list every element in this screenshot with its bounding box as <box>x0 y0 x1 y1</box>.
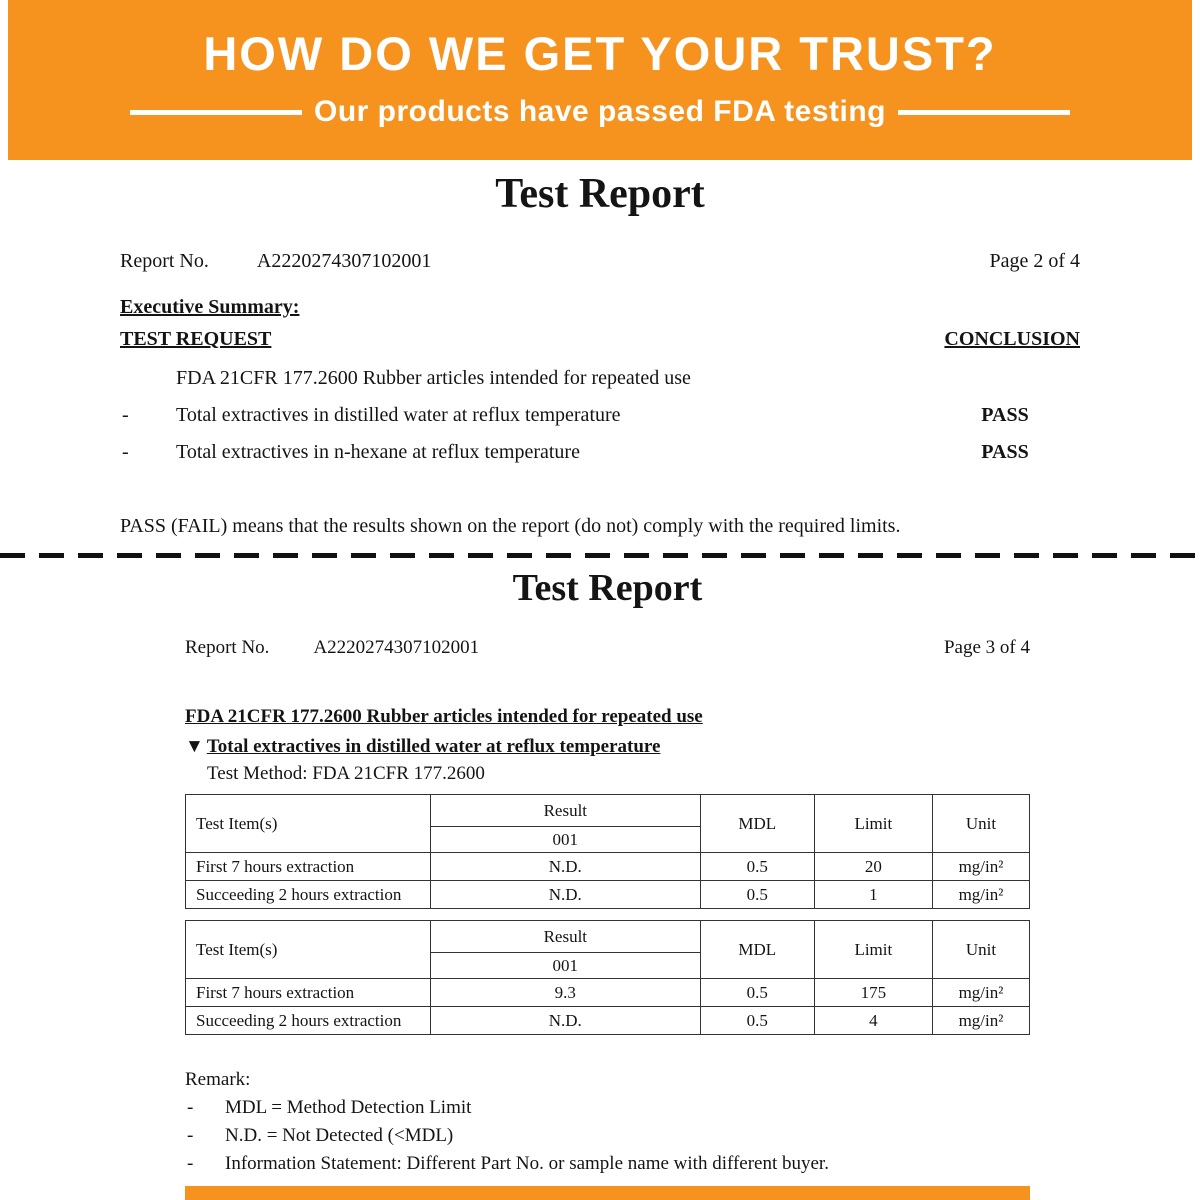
table-row <box>186 979 1030 1007</box>
unit-cell: mg/in² <box>932 853 1029 881</box>
pass-result: PASS <box>981 441 1029 463</box>
col-header-unit: Unit <box>932 795 1029 853</box>
banner-subtitle: Our products have passed FDA testing <box>314 95 886 128</box>
executive-summary-heading: Executive Summary: <box>120 296 300 318</box>
request-bullet: - <box>122 441 129 463</box>
limit-cell: 175 <box>814 979 932 1007</box>
request-bullet: - <box>122 404 129 426</box>
col-header-mdl: MDL <box>700 795 814 853</box>
results-table-1 <box>185 794 1030 909</box>
table-header-row <box>186 921 1030 953</box>
sample-id-cell: 001 <box>430 953 700 979</box>
mdl-cell: 0.5 <box>700 979 814 1007</box>
table-row <box>186 1007 1030 1035</box>
limit-cell: 1 <box>814 881 932 909</box>
result-cell: N.D. <box>430 881 700 909</box>
pass-result: PASS <box>981 404 1029 426</box>
col-header-mdl: MDL <box>700 921 814 979</box>
col-header-limit: Limit <box>814 921 932 979</box>
remark-bullet: - <box>187 1097 194 1118</box>
standard-reference-line: FDA 21CFR 177.2600 Rubber articles intended for repeated use <box>176 367 691 389</box>
remark-text: MDL = Method Detection Limit <box>225 1097 472 1118</box>
bottom-orange-strip <box>185 1186 1030 1200</box>
dashed-divider <box>0 553 1200 558</box>
conclusion-heading: CONCLUSION <box>944 328 1080 350</box>
test-item-cell: First 7 hours extraction <box>186 853 431 881</box>
test-method-line: Test Method: FDA 21CFR 177.2600 <box>207 763 485 784</box>
col-header-test-items: Test Item(s) <box>186 921 431 979</box>
unit-cell: mg/in² <box>932 979 1029 1007</box>
unit-cell: mg/in² <box>932 881 1029 909</box>
report-no-label: Report No. <box>120 250 209 272</box>
remark-bullet: - <box>187 1153 194 1174</box>
table-row <box>186 853 1030 881</box>
pass-fail-note: PASS (FAIL) means that the results shown on the report (do not) comply with the required limits. <box>120 515 901 537</box>
table-header-row <box>186 795 1030 827</box>
request-row <box>120 441 1080 463</box>
remark-heading: Remark: <box>185 1069 251 1090</box>
subsection-heading: Total extractives in distilled water at reflux temperature <box>206 736 661 757</box>
page-number: Page 2 of 4 <box>989 250 1080 272</box>
triangle-marker-icon: ▼ <box>185 736 204 757</box>
table-row <box>186 881 1030 909</box>
test-request-heading: TEST REQUEST <box>120 328 272 350</box>
col-header-unit: Unit <box>932 921 1029 979</box>
report-no-value: A2220274307102001 <box>256 250 432 272</box>
trust-banner <box>8 0 1192 160</box>
limit-cell: 4 <box>814 1007 932 1035</box>
banner-title: HOW DO WE GET YOUR TRUST? <box>203 27 997 80</box>
limit-cell: 20 <box>814 853 932 881</box>
subsection-heading-row <box>185 736 1030 757</box>
unit-cell: mg/in² <box>932 1007 1029 1035</box>
col-header-limit: Limit <box>814 795 932 853</box>
remark-text: N.D. = Not Detected (<MDL) <box>225 1125 454 1146</box>
report-meta-row <box>120 250 1080 272</box>
request-text: Total extractives in distilled water at reflux temperature <box>176 404 621 426</box>
mdl-cell: 0.5 <box>700 853 814 881</box>
report-page-2 <box>0 170 1200 537</box>
report-number <box>120 250 431 272</box>
test-item-cell: Succeeding 2 hours extraction <box>186 1007 431 1035</box>
mdl-cell: 0.5 <box>700 1007 814 1035</box>
col-header-result: Result <box>430 795 700 827</box>
test-item-cell: Succeeding 2 hours extraction <box>186 881 431 909</box>
remark-bullet: - <box>187 1125 194 1146</box>
report-number <box>185 637 479 658</box>
page-title: Test Report <box>495 171 705 217</box>
report-meta-row <box>185 637 1030 658</box>
col-header-test-items: Test Item(s) <box>186 795 431 853</box>
remark-item <box>185 1153 1030 1174</box>
report-no-value: A2220274307102001 <box>313 637 480 658</box>
banner-rule-right <box>898 110 1070 115</box>
report-page-3 <box>0 566 1200 1174</box>
column-headers-row <box>120 328 1080 350</box>
result-cell: N.D. <box>430 1007 700 1035</box>
banner-rule-left <box>130 110 302 115</box>
col-header-result: Result <box>430 921 700 953</box>
remark-item <box>185 1125 1030 1146</box>
page-number: Page 3 of 4 <box>943 637 1030 658</box>
section-heading: FDA 21CFR 177.2600 Rubber articles intended for repeated use <box>185 706 703 727</box>
results-table-2 <box>185 920 1030 1035</box>
sample-id-cell: 001 <box>430 827 700 853</box>
test-item-cell: First 7 hours extraction <box>186 979 431 1007</box>
result-cell: 9.3 <box>430 979 700 1007</box>
remark-item <box>185 1097 1030 1118</box>
banner-subtitle-row <box>8 95 1192 129</box>
result-cell: N.D. <box>430 853 700 881</box>
request-text: Total extractives in n-hexane at reflux temperature <box>176 441 580 463</box>
remark-text: Information Statement: Different Part No. or sample name with different buyer. <box>225 1153 829 1174</box>
mdl-cell: 0.5 <box>700 881 814 909</box>
request-row <box>120 404 1080 426</box>
page-title: Test Report <box>512 567 703 609</box>
report-no-label: Report No. <box>185 637 270 658</box>
